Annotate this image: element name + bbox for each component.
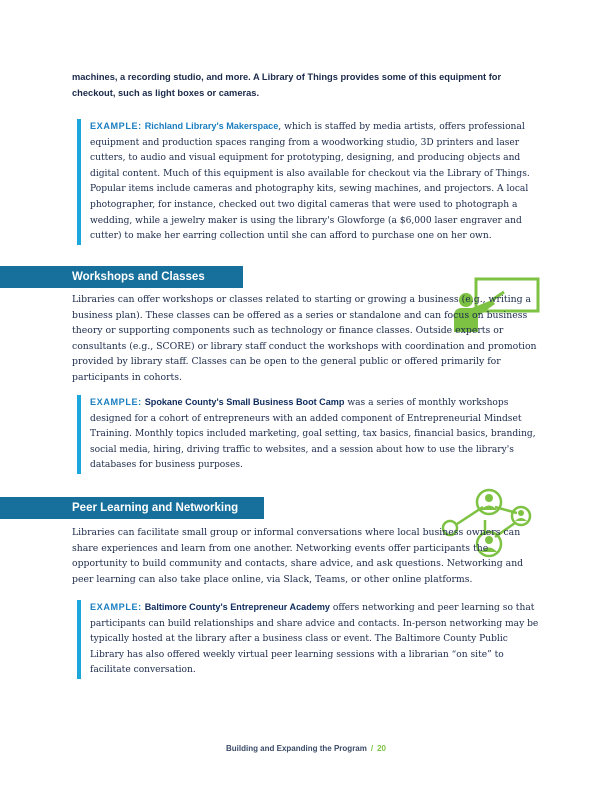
section-title: Peer Learning and Networking — [72, 502, 239, 514]
example-body: was a series of monthly workshops designed for a cohort of entrepreneurs with an added component of Entrepreneurial Mindset Training. Monthly topics included marketing, goal setting, tax basics, financial basics, branding, social media, hiring, driving traffic to websites, and a session about how to use the library's databases for business purposes. — [90, 398, 536, 471]
section-title: Workshops and Classes — [72, 271, 205, 283]
example-body: , which is staffed by media artists, offers professional equipment and production spaces ranging from a woodworking studio, 3D printers and laser cutters, to audio and visual equipment for prototyping, designing, and producing objects and digital content. Much of this equipment is also available for checkout via the Library of Things. Popular items include cameras and photography kits, sewing machines, and projectors. A local photographer, for instance, checked out two digital cameras that were used to photograph a wedding, while a jewelry maker is using the library's Glowforge (a $6,000 laser engraver and cutter) to make her earring collection until she can afford to purchase one on her own. — [90, 122, 530, 242]
example-baltimore-academy — [77, 600, 540, 679]
footer-separator: / — [370, 744, 374, 753]
example-label: EXAMPLE: — [90, 397, 142, 407]
section-heading-workshops — [0, 266, 243, 288]
example-name: Spokane County's Small Business Boot Camp — [144, 397, 345, 407]
example-body: offers networking and peer learning so that participants can build relationships and share advice and contacts. In-person networking may be typically hosted at the library after a business class or event. The Baltimore County Public Library has also offered weekly virtual peer learning sessions with a librarian “on site” to facilitate conversation. — [90, 603, 539, 676]
example-text — [90, 119, 540, 245]
section2-paragraph: Libraries can facilitate small group or informal conversations where local business owners can share experiences and learn from one another. Networking events offer participants the opportunity to build community and contacts, share advice, and ask questions. Networking and peer learning can also take place online, via Slack, Teams, or other online platforms. — [72, 527, 524, 585]
page-number: 20 — [377, 744, 387, 753]
footer-title: Building and Expanding the Program — [225, 744, 367, 753]
example-name: Richland Library's Makerspace — [144, 121, 279, 131]
example-label: EXAMPLE: — [90, 121, 142, 131]
example-richland-makerspace — [77, 119, 540, 245]
example-label: EXAMPLE: — [90, 602, 142, 612]
section-heading-peer-learning — [0, 497, 264, 519]
example-text — [90, 395, 540, 474]
example-name: Baltimore County's Entrepreneur Academy — [144, 602, 330, 612]
intro-paragraph: machines, a recording studio, and more. A Library of Things provides some of this equipment for checkout, such as light boxes or cameras. — [72, 72, 502, 98]
example-spokane-bootcamp — [77, 395, 540, 474]
section1-paragraph: Libraries can offer workshops or classes related to starting or growing a business (e.g., writing a business plan). These classes can be offered as a series or standalone and can focus on business theory or supporting components such as technology or finance classes. Outside experts or consultants (e.g., SCORE) or library staff conduct the workshops with coordination and promotion provided by library staff. Classes can be open to the general public or offered primarily for participants in cohorts. — [72, 294, 537, 383]
page-footer — [0, 744, 612, 753]
example-text — [90, 600, 540, 679]
